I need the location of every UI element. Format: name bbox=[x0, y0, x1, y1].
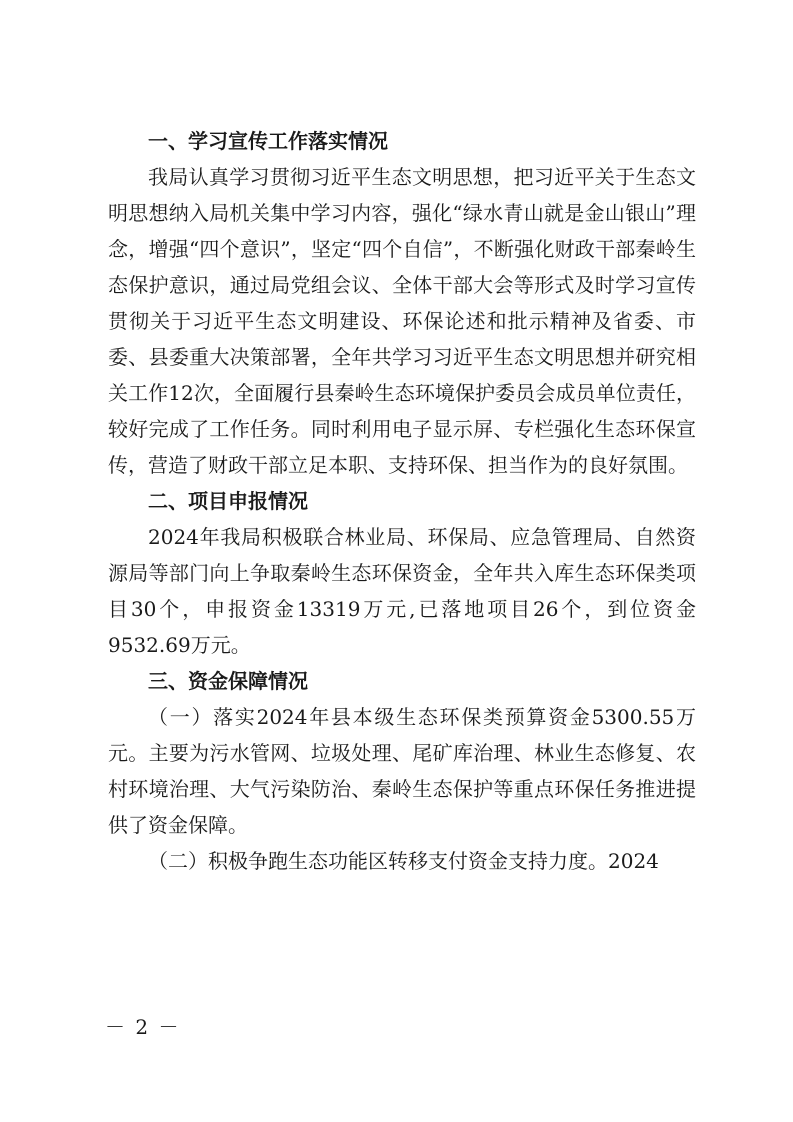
section-heading-2: 二、项目申报情况 bbox=[148, 489, 308, 513]
page-number: － 2 － bbox=[105, 1015, 181, 1039]
section-heading-3: 三、资金保障情况 bbox=[148, 669, 308, 693]
section-heading-1: 一、学习宣传工作落实情况 bbox=[148, 129, 388, 153]
section-1-paragraph: 我局认真学习贯彻习近平生态文明思想，把习近平关于生态文明思想纳入局机关集中学习内容，强化“绿水青山就是金山银山”理念，增强“四个意识”，坚定“四个自信”，不断强化财政干部秦岭生态保护意识，通过局党组会议、全体干部大会等形式及时学习宣传贯彻关于习近平生态文明建设、环保论述和批示精神及省委、市委、县委重大决策部署，全年共学习习近平生态文明思想并研究相关工作12次，全面履行县秦岭生态环境保护委员会成员单位责任，较好完成了工作任务。同时利用电子显示屏、专栏强化生态环保宣传，营造了财政干部立足本职、支持环保、担当作为的良好氛围。 bbox=[108, 165, 696, 477]
section-3-paragraph-1: （一）落实2024年县本级生态环保类预算资金5300.55万元。主要为污水管网、垃圾处理、尾矿库治理、林业生态修复、农村环境治理、大气污染防治、秦岭生态保护等重点环保任务推进提供了资金保障。 bbox=[108, 705, 696, 837]
document-body bbox=[108, 123, 696, 879]
section-2-paragraph: 2024年我局积极联合林业局、环保局、应急管理局、自然资源局等部门向上争取秦岭生态环保资金，全年共入库生态环保类项目30个，申报资金13319万元,已落地项目26个，到位资金9532.69万元。 bbox=[108, 525, 696, 657]
section-3-paragraph-2: （二）积极争跑生态功能区转移支付资金支持力度。2024 bbox=[148, 849, 659, 873]
